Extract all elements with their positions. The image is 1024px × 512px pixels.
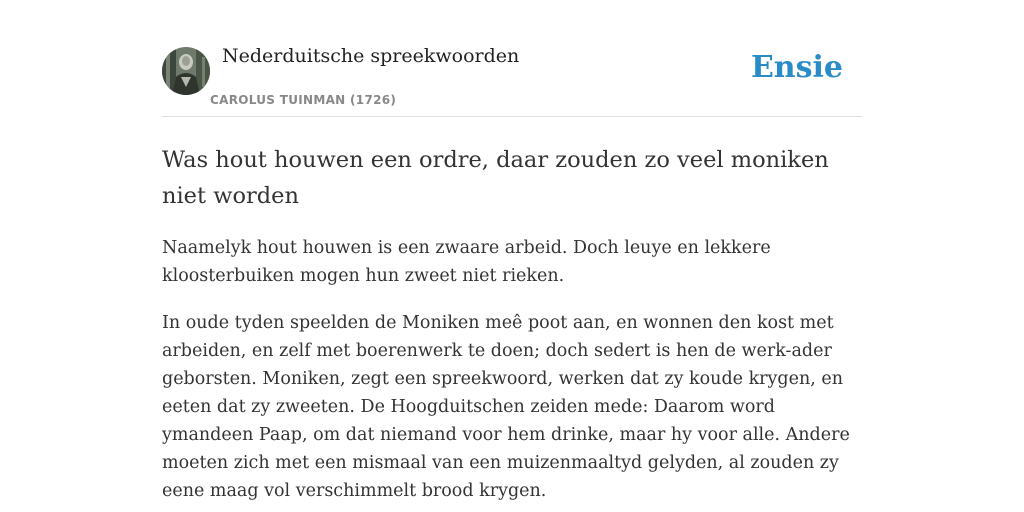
book-title[interactable]: Nederduitsche spreekwoorden xyxy=(222,45,520,67)
author-portrait-icon xyxy=(162,47,210,95)
brand-logo[interactable]: Ensie xyxy=(750,50,843,85)
author-name[interactable]: CAROLUS TUINMAN (1726) xyxy=(210,93,397,107)
page-header xyxy=(162,0,862,117)
content-container xyxy=(162,0,862,505)
entry-paragraph: In oude tyden speelden de Moniken meê poot aan, en wonnen den kost met arbeiden, en zelf met boerenwerk te doen; doch sedert is hen de werk-ader geborsten. Moniken, zegt een spreekwoord, werken dat zy koude krygen, en eeten dat zy zweeten. De Hoogduitschen zeiden mede: Daarom word ymandeen Paap, om dat niemand voor hem drinke, maar hy voor alle. Andere moeten zich met een mismaal van een muizenmaaltyd gelyden, al zouden zy eene maag vol verschimmelt brood krygen. xyxy=(162,313,850,501)
author-avatar[interactable] xyxy=(162,47,210,95)
entry-title: Was hout houwen een ordre, daar zouden zo veel moniken niet worden xyxy=(162,147,829,209)
entry-paragraph: Naamelyk hout houwen is een zwaare arbeid. Doch leuye en lekkere kloosterbuiken mogen hun zweet niet rieken. xyxy=(162,238,771,286)
